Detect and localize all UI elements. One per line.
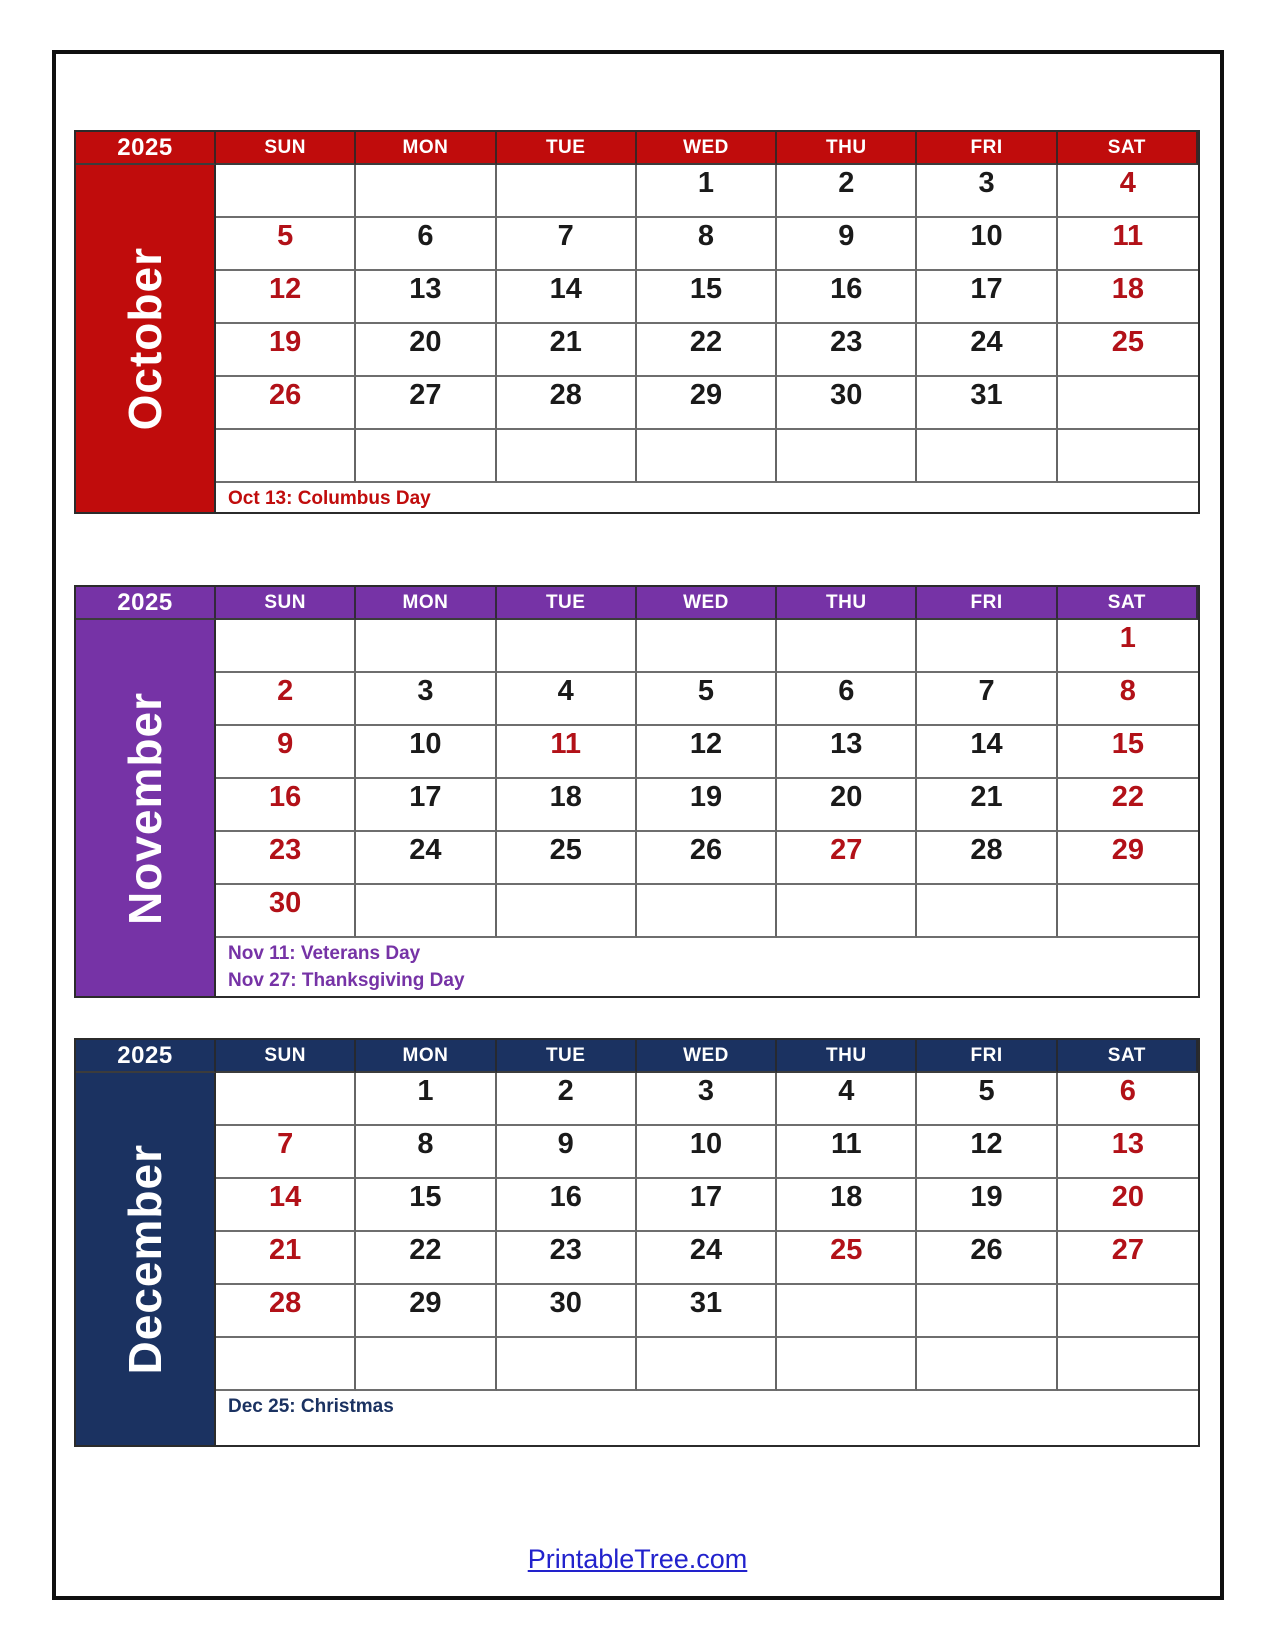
date-november-18: 18	[497, 779, 637, 832]
date-november-13: 13	[777, 726, 917, 779]
date-december-21: 21	[216, 1232, 356, 1285]
date-october-29: 29	[637, 377, 777, 430]
date-november-20: 20	[777, 779, 917, 832]
date-october-14: 14	[497, 271, 637, 324]
date-december-11: 11	[777, 1126, 917, 1179]
empty-date-cell	[777, 620, 917, 673]
date-november-7: 7	[917, 673, 1057, 726]
date-october-24: 24	[917, 324, 1057, 377]
date-october-28: 28	[497, 377, 637, 430]
date-october-21: 21	[497, 324, 637, 377]
date-november-8: 8	[1058, 673, 1198, 726]
empty-date-cell	[777, 1338, 917, 1391]
empty-date-cell	[637, 885, 777, 938]
date-november-26: 26	[637, 832, 777, 885]
date-october-30: 30	[777, 377, 917, 430]
date-december-23: 23	[497, 1232, 637, 1285]
empty-date-cell	[1058, 1285, 1198, 1338]
date-october-5: 5	[216, 218, 356, 271]
date-november-10: 10	[356, 726, 496, 779]
month-name-block	[76, 1073, 216, 1445]
weekday-header-fri: FRI	[917, 132, 1057, 165]
weekday-header-wed: WED	[637, 1040, 777, 1073]
empty-date-cell	[216, 620, 356, 673]
date-november-2: 2	[216, 673, 356, 726]
date-october-22: 22	[637, 324, 777, 377]
date-december-7: 7	[216, 1126, 356, 1179]
empty-date-cell	[917, 620, 1057, 673]
date-november-19: 19	[637, 779, 777, 832]
date-december-27: 27	[1058, 1232, 1198, 1285]
date-december-26: 26	[917, 1232, 1057, 1285]
empty-date-cell	[216, 165, 356, 218]
date-november-17: 17	[356, 779, 496, 832]
date-october-16: 16	[777, 271, 917, 324]
empty-date-cell	[497, 1338, 637, 1391]
date-december-3: 3	[637, 1073, 777, 1126]
empty-date-cell	[1058, 1338, 1198, 1391]
date-november-4: 4	[497, 673, 637, 726]
date-october-4: 4	[1058, 165, 1198, 218]
empty-date-cell	[356, 1338, 496, 1391]
weekday-header-sun: SUN	[216, 132, 356, 165]
empty-date-cell	[497, 430, 637, 483]
date-november-30: 30	[216, 885, 356, 938]
empty-date-cell	[637, 1338, 777, 1391]
date-october-6: 6	[356, 218, 496, 271]
date-november-14: 14	[917, 726, 1057, 779]
empty-date-cell	[917, 1285, 1057, 1338]
date-november-12: 12	[637, 726, 777, 779]
date-october-2: 2	[777, 165, 917, 218]
date-december-15: 15	[356, 1179, 496, 1232]
empty-date-cell	[356, 885, 496, 938]
month-name-block	[76, 620, 216, 996]
date-december-29: 29	[356, 1285, 496, 1338]
date-november-16: 16	[216, 779, 356, 832]
date-december-22: 22	[356, 1232, 496, 1285]
empty-date-cell	[777, 1285, 917, 1338]
weekday-header-sat: SAT	[1058, 132, 1198, 165]
date-december-8: 8	[356, 1126, 496, 1179]
month-november-calendar	[74, 585, 1200, 998]
weekday-header-sun: SUN	[216, 1040, 356, 1073]
date-october-13: 13	[356, 271, 496, 324]
date-december-4: 4	[777, 1073, 917, 1126]
date-december-17: 17	[637, 1179, 777, 1232]
empty-date-cell	[917, 885, 1057, 938]
empty-date-cell	[497, 620, 637, 673]
date-december-9: 9	[497, 1126, 637, 1179]
date-november-28: 28	[917, 832, 1057, 885]
date-december-31: 31	[637, 1285, 777, 1338]
date-december-28: 28	[216, 1285, 356, 1338]
date-october-8: 8	[637, 218, 777, 271]
empty-date-cell	[497, 165, 637, 218]
date-october-9: 9	[777, 218, 917, 271]
date-november-22: 22	[1058, 779, 1198, 832]
date-october-18: 18	[1058, 271, 1198, 324]
month-label: November	[119, 691, 171, 925]
date-october-10: 10	[917, 218, 1057, 271]
date-october-19: 19	[216, 324, 356, 377]
date-october-7: 7	[497, 218, 637, 271]
weekday-header-tue: TUE	[497, 587, 637, 620]
weekday-header-mon: MON	[356, 1040, 496, 1073]
date-october-1: 1	[637, 165, 777, 218]
empty-date-cell	[917, 430, 1057, 483]
weekday-header-tue: TUE	[497, 1040, 637, 1073]
date-october-20: 20	[356, 324, 496, 377]
month-label: October	[119, 246, 171, 431]
date-october-12: 12	[216, 271, 356, 324]
holiday-note: Nov 11: Veterans Day	[228, 943, 421, 964]
date-december-14: 14	[216, 1179, 356, 1232]
date-november-5: 5	[637, 673, 777, 726]
date-november-15: 15	[1058, 726, 1198, 779]
date-november-25: 25	[497, 832, 637, 885]
date-december-20: 20	[1058, 1179, 1198, 1232]
weekday-header-tue: TUE	[497, 132, 637, 165]
weekday-header-mon: MON	[356, 587, 496, 620]
weekday-header-mon: MON	[356, 132, 496, 165]
date-november-21: 21	[917, 779, 1057, 832]
holiday-notes	[216, 938, 1198, 996]
date-october-23: 23	[777, 324, 917, 377]
date-december-2: 2	[497, 1073, 637, 1126]
date-november-24: 24	[356, 832, 496, 885]
date-december-16: 16	[497, 1179, 637, 1232]
date-october-25: 25	[1058, 324, 1198, 377]
weekday-header-fri: FRI	[917, 587, 1057, 620]
date-november-6: 6	[777, 673, 917, 726]
date-december-5: 5	[917, 1073, 1057, 1126]
weekday-header-thu: THU	[777, 1040, 917, 1073]
holiday-notes	[216, 1391, 1198, 1445]
date-december-24: 24	[637, 1232, 777, 1285]
date-december-12: 12	[917, 1126, 1057, 1179]
date-december-25: 25	[777, 1232, 917, 1285]
weekday-header-thu: THU	[777, 587, 917, 620]
empty-date-cell	[637, 620, 777, 673]
date-october-17: 17	[917, 271, 1057, 324]
empty-date-cell	[777, 885, 917, 938]
date-november-11: 11	[497, 726, 637, 779]
weekday-header-sun: SUN	[216, 587, 356, 620]
empty-date-cell	[216, 1073, 356, 1126]
date-december-30: 30	[497, 1285, 637, 1338]
date-november-1: 1	[1058, 620, 1198, 673]
holiday-note: Nov 27: Thanksgiving Day	[228, 969, 465, 991]
date-october-27: 27	[356, 377, 496, 430]
date-november-27: 27	[777, 832, 917, 885]
month-december-calendar	[74, 1038, 1200, 1447]
footer-link[interactable]: PrintableTree.com	[527, 1544, 748, 1574]
date-november-23: 23	[216, 832, 356, 885]
footer	[0, 1544, 1275, 1575]
date-december-10: 10	[637, 1126, 777, 1179]
empty-date-cell	[1058, 885, 1198, 938]
empty-date-cell	[777, 430, 917, 483]
empty-date-cell	[637, 430, 777, 483]
month-label: December	[119, 1143, 171, 1375]
weekday-header-wed: WED	[637, 587, 777, 620]
year-label: 2025	[76, 1040, 216, 1073]
year-label: 2025	[76, 132, 216, 165]
empty-date-cell	[497, 885, 637, 938]
date-december-18: 18	[777, 1179, 917, 1232]
date-december-19: 19	[917, 1179, 1057, 1232]
date-december-13: 13	[1058, 1126, 1198, 1179]
empty-date-cell	[1058, 377, 1198, 430]
holiday-note: Oct 13: Columbus Day	[228, 488, 431, 509]
date-december-1: 1	[356, 1073, 496, 1126]
month-name-block	[76, 165, 216, 512]
empty-date-cell	[356, 620, 496, 673]
weekday-header-wed: WED	[637, 132, 777, 165]
weekday-header-sat: SAT	[1058, 587, 1198, 620]
empty-date-cell	[356, 430, 496, 483]
empty-date-cell	[356, 165, 496, 218]
weekday-header-sat: SAT	[1058, 1040, 1198, 1073]
date-october-31: 31	[917, 377, 1057, 430]
weekday-header-thu: THU	[777, 132, 917, 165]
date-october-3: 3	[917, 165, 1057, 218]
year-label: 2025	[76, 587, 216, 620]
date-december-6: 6	[1058, 1073, 1198, 1126]
empty-date-cell	[216, 430, 356, 483]
date-november-3: 3	[356, 673, 496, 726]
holiday-notes	[216, 483, 1198, 512]
month-october-calendar	[74, 130, 1200, 514]
date-november-29: 29	[1058, 832, 1198, 885]
empty-date-cell	[1058, 430, 1198, 483]
weekday-header-fri: FRI	[917, 1040, 1057, 1073]
date-october-11: 11	[1058, 218, 1198, 271]
date-october-26: 26	[216, 377, 356, 430]
empty-date-cell	[917, 1338, 1057, 1391]
holiday-note: Dec 25: Christmas	[228, 1396, 394, 1417]
date-october-15: 15	[637, 271, 777, 324]
date-november-9: 9	[216, 726, 356, 779]
empty-date-cell	[216, 1338, 356, 1391]
